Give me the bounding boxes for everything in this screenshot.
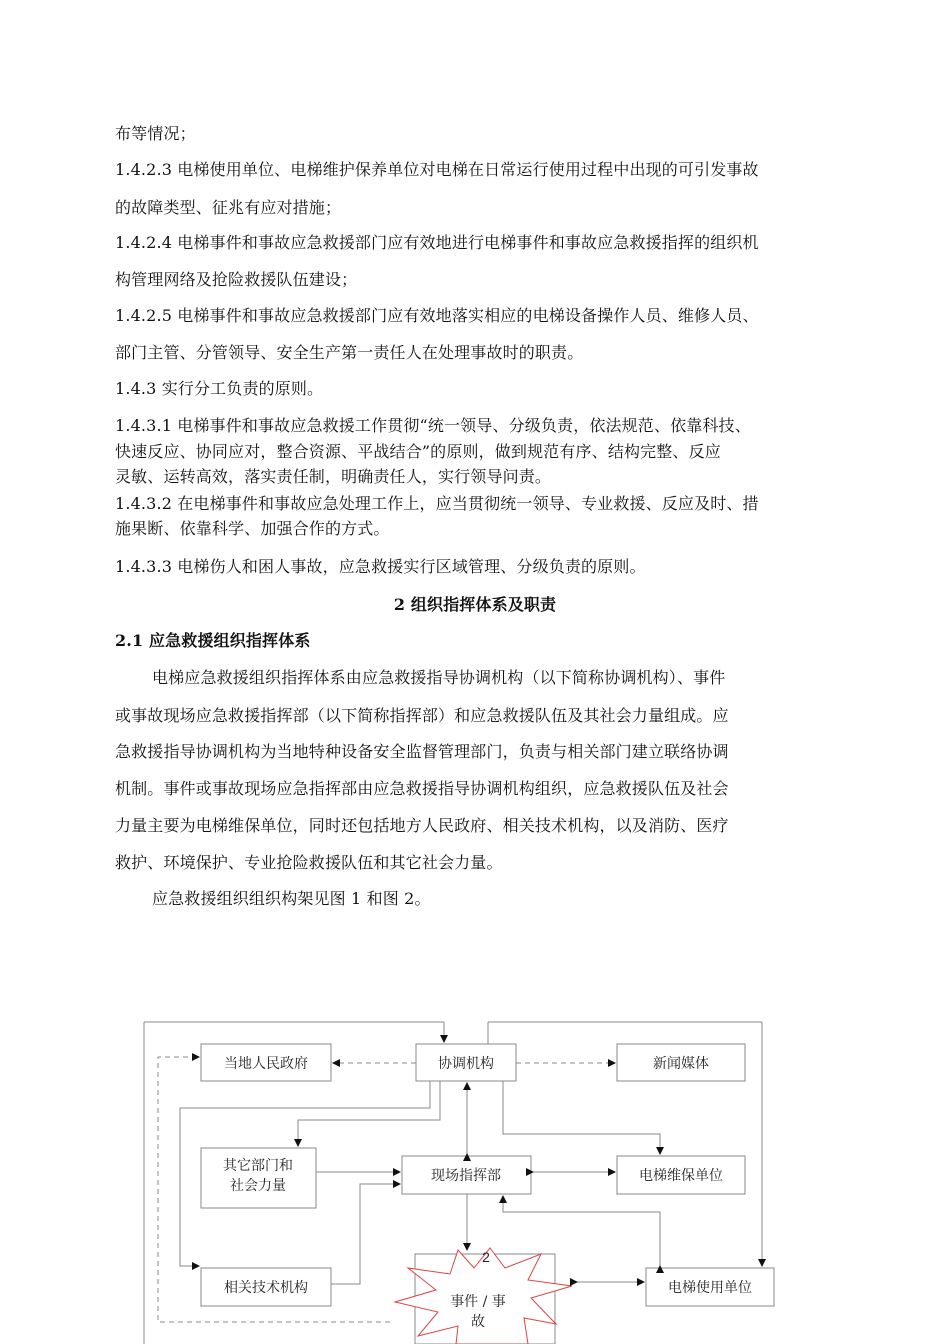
body-line: 构管理网络及抢险救援队伍建设；: [115, 270, 358, 289]
paragraph-line: 力量主要为电梯维保单位，同时还包括地方人民政府、相关技术机构，以及消防、医疗: [115, 816, 729, 835]
incident-label: 故: [471, 1314, 485, 1330]
body-line: 1.4.3.3 电梯伤人和困人事故，应急救援实行区域管理、分级负责的原则。: [115, 557, 646, 576]
body-line: 1.4.2.5 电梯事件和事故应急救援部门应有效地落实相应的电梯设备操作人员、维修人员、: [115, 306, 759, 325]
coordination-label: 协调机构: [438, 1056, 494, 1072]
body-line: 部门主管、分管领导、安全生产第一责任人在处理事故时的职责。: [115, 343, 584, 362]
paragraph-line: 急救援指导协调机构为当地特种设备安全监督管理部门，负责与相关部门建立联络协调: [115, 742, 729, 761]
connector-line: [503, 1196, 660, 1266]
body-line: 灵敏、运转高效，落实责任制，明确责任人，实行领导问责。: [115, 467, 552, 486]
body-line: 布等情况；: [115, 124, 196, 143]
section-title: 2 组织指挥体系及职责: [393, 595, 557, 614]
local-gov-label: 当地人民政府: [224, 1056, 308, 1072]
incident-label: 事件 / 事: [450, 1294, 506, 1310]
body-line: 的故障类型、征兆有应对措施；: [115, 198, 342, 217]
paragraph-line: 电梯应急救援组织指挥体系由应急救援指导协调机构（以下简称协调机构）、事件: [152, 668, 726, 687]
body-line: 1.4.2.4 电梯事件和事故应急救援部门应有效地进行电梯事件和事故应急救援指挥的组织机: [115, 233, 759, 252]
page-number: 2: [482, 1249, 490, 1265]
maintenance-label: 电梯维保单位: [639, 1168, 723, 1184]
tech-org-label: 相关技术机构: [224, 1280, 308, 1296]
body-line: 1.4.3.2 在电梯事件和事故应急处理工作上，应当贯彻统一领导、专业救援、反应及时、措: [115, 494, 759, 513]
onsite-hq-label: 现场指挥部: [431, 1168, 501, 1184]
body-line: 施果断、依靠科学、加强合作的方式。: [115, 519, 390, 538]
elevator-user-label: 电梯使用单位: [668, 1280, 752, 1296]
paragraph-line: 或事故现场应急救援指挥部（以下简称指挥部）和应急救援队伍及其社会力量组成。应: [115, 706, 729, 725]
paragraph-line: 救护、环境保护、专业抢险救援队伍和其它社会力量。: [115, 853, 503, 872]
body-line: 快速反应、协同应对，整合资源、平战结合”的原则，做到规范有序、结构完整、反应: [115, 442, 721, 461]
connector-line: [503, 1081, 660, 1154]
body-line: 1.4.3.1 电梯事件和事故应急救援工作贯彻“统一领导、分级负责，依法规范、依靠科技、: [115, 416, 751, 435]
body-line: 1.4.2.3 电梯使用单位、电梯维护保养单位对电梯在日常运行使用过程中出现的可引发事故: [115, 160, 759, 179]
body-line: 1.4.3 实行分工负责的原则。: [115, 379, 324, 398]
subsection-title: 2.1 应急救援组织指挥体系: [115, 631, 311, 650]
connector-line: [331, 1184, 400, 1284]
other-depts-label: 其它部门和: [223, 1158, 293, 1174]
figure-reference: 应急救援组织组织构架见图 1 和图 2。: [152, 889, 431, 908]
other-depts-label: 社会力量: [230, 1178, 286, 1194]
paragraph-line: 机制。事件或事故现场应急指挥部由应急救援指导协调机构组织，应急救援队伍及社会: [115, 779, 729, 798]
connector-line: [298, 1081, 440, 1146]
news-media-label: 新闻媒体: [653, 1056, 709, 1072]
